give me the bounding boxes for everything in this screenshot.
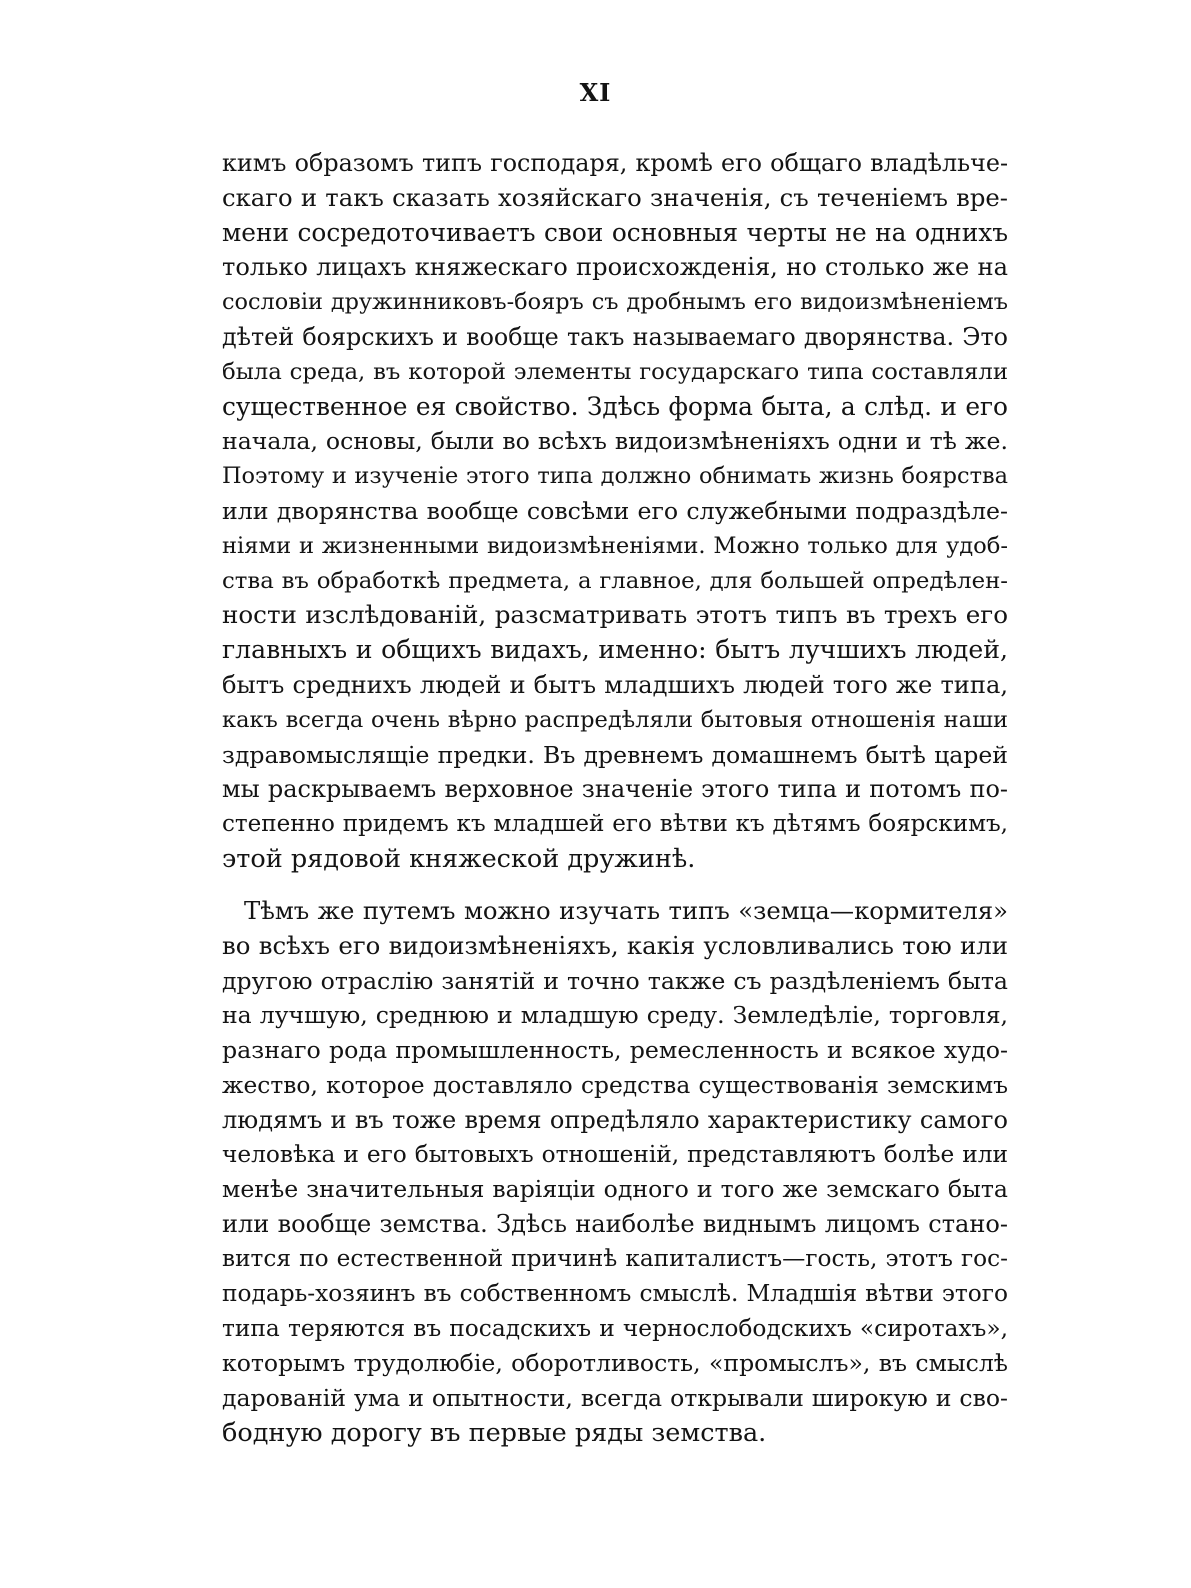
text-line: бодную дорогу въ первые ряды земства. — [222, 1417, 767, 1448]
text-line: мы раскрываемъ верховное значеніе этого типа и потомъ по- — [222, 775, 1008, 804]
text-line: жество, которое доставляло средства существованія земскимъ — [222, 1070, 1008, 1099]
text-line: или дворянства вообще совсѣми его служебными подраздѣле- — [222, 496, 1008, 525]
text-line: на лучшую, среднюю и младшую среду. Земледѣліе, торговля, — [222, 1001, 1008, 1030]
text-line: дѣтей боярскихъ и вообще такъ называемаго дворянства. Это — [222, 322, 1008, 351]
text-line: только лицахъ княжескаго происхожденія, но столько же на — [222, 253, 1008, 282]
text-line: дарованій ума и опытности, всегда открывали широкую и сво- — [222, 1384, 1008, 1413]
text-line: мени сосредоточиваетъ свои основныя черты не на однихъ — [222, 217, 1008, 247]
page-number: XI — [579, 78, 612, 107]
text-line: сословіи дружинниковъ-бояръ съ дробнымъ его видоизмѣненіемъ — [222, 289, 1008, 316]
text-line: кимъ образомъ типъ господаря, кромѣ его общаго владѣльче- — [222, 149, 1008, 177]
text-line: ства въ обработкѣ предмета, а главное, для большей опредѣлен- — [222, 567, 1008, 594]
text-line: менѣе значительныя варіяціи одного и того же земскаго быта — [222, 1175, 1008, 1204]
text-line: скаго и такъ сказать хозяйскаго значенія, съ теченіемъ вре- — [222, 182, 1008, 212]
paragraph-2 — [222, 894, 1008, 1451]
text-line: этой рядовой княжеской дружинѣ. — [222, 843, 696, 874]
text-line: человѣка и его бытовыхъ отношеній, представляютъ болѣе или — [222, 1140, 1008, 1168]
text-line: степенно придемъ къ младшей его вѣтви къ дѣтямъ боярскимъ, — [222, 811, 1008, 838]
text-line: ности изслѣдованій, разсматривать этотъ типъ въ трехъ его — [222, 600, 1008, 630]
text-line: существенное ея свойство. Здѣсь форма быта, а слѣд. и его — [222, 391, 1008, 421]
text-line: бытъ среднихъ людей и бытъ младшихъ людей того же типа, — [222, 670, 1008, 699]
text-line: во всѣхъ его видоизмѣненіяхъ, какія условливались тою или — [222, 930, 1008, 960]
text-line: Поэтому и изученіе этого типа должно обнимать жизнь боярства — [222, 463, 1008, 490]
text-line: какъ всегда очень вѣрно распредѣляли бытовыя отношенія наши — [222, 706, 1008, 733]
text-line: другою отраслію занятій и точно также съ раздѣленіемъ быта — [222, 966, 1008, 995]
text-line: разнаго рода промышленность, ремесленность и всякое худо- — [222, 1036, 1008, 1065]
text-line: которымъ трудолюбіе, оборотливость, «промыслъ», въ смыслѣ — [222, 1349, 1008, 1378]
text-line: людямъ и въ тоже время опредѣляло характеристику самого — [222, 1105, 1008, 1134]
text-line: здравомыслящіе предки. Въ древнемъ домашнемъ бытѣ царей — [222, 740, 1008, 769]
text-line: типа теряются въ посадскихъ и чернослободскихъ «сиротахъ», — [222, 1314, 1008, 1342]
text-line: Тѣмъ же путемъ можно изучать типъ «земца—кормителя» — [244, 896, 1008, 925]
text-line: или вообще земства. Здѣсь наиболѣе виднымъ лицомъ стано- — [222, 1210, 1008, 1239]
text-line: главныхъ и общихъ видахъ, именно: бытъ лучшихъ людей, — [222, 635, 1008, 665]
text-line: была среда, въ которой элементы государскаго типа составляли — [222, 358, 1008, 385]
paragraph-1 — [222, 146, 1008, 877]
text-line: начала, основы, были во всѣхъ видоизмѣненіяхъ одни и тѣ же. — [222, 427, 1008, 456]
text-line: вится по естественной причинѣ капиталистъ—гость, этотъ гос- — [222, 1244, 1008, 1272]
text-line: ніями и жизненными видоизмѣненіями. Можно только для удоб- — [222, 532, 1008, 559]
text-line: подарь-хозяинъ въ собственномъ смыслѣ. Младшія вѣтви этого — [222, 1279, 1008, 1307]
